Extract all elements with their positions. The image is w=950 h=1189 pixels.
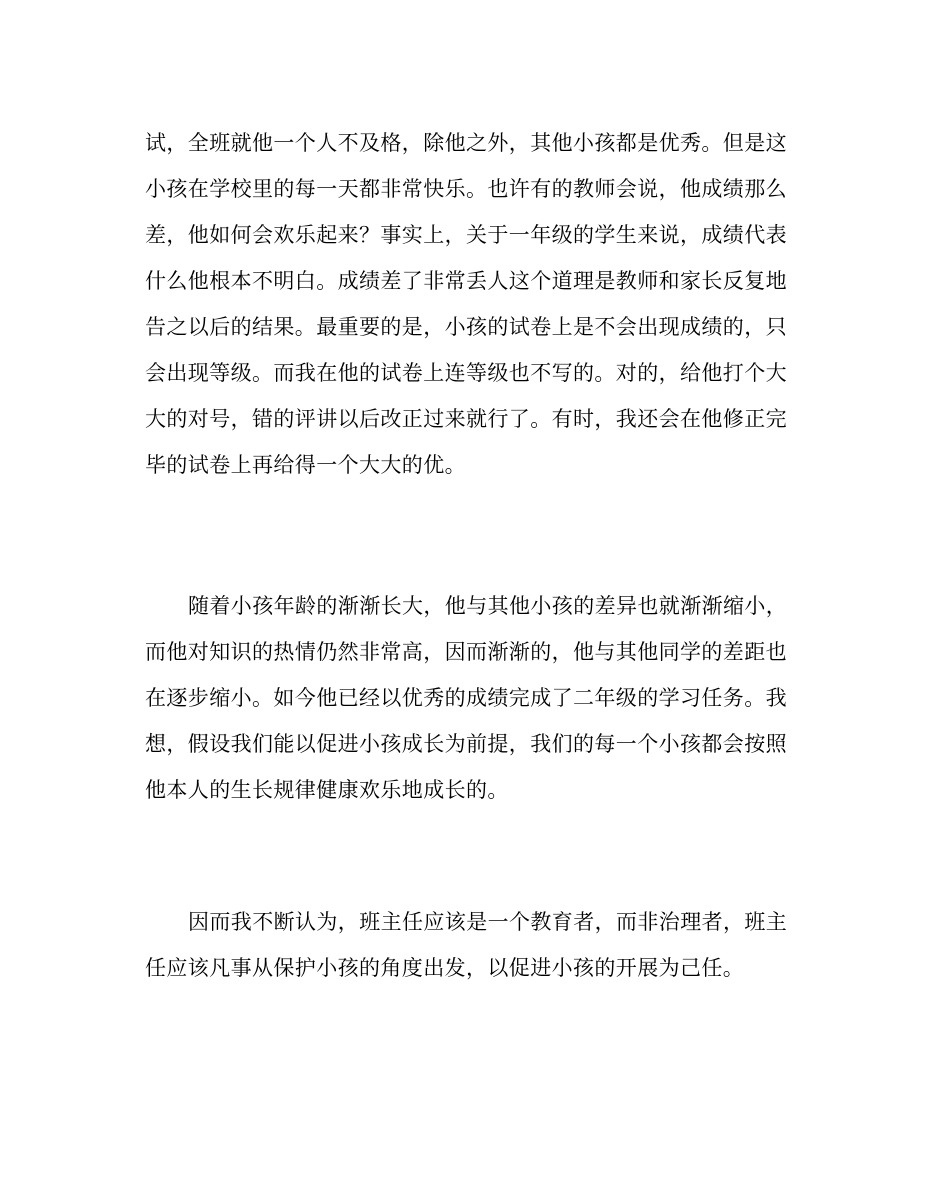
text-line: 任应该凡事从保护小孩的角度出发，以促进小孩的开展为己任。	[145, 956, 745, 980]
text-line: 随着小孩年龄的渐渐长大，他与其他小孩的差异也就渐渐缩小，	[188, 594, 788, 618]
text-line: 毕的试卷上再给得一个大大的优。	[145, 453, 466, 477]
text-line: 他本人的生长规律健康欢乐地成长的。	[145, 778, 509, 802]
text-line: 试，全班就他一个人不及格，除他之外，其他小孩都是优秀。但是这	[145, 131, 787, 155]
text-line: 小孩在学校里的每一天都非常快乐。也许有的教师会说，他成绩那么	[145, 177, 787, 201]
text-line: 会出现等级。而我在他的试卷上连等级也不写的。对的，给他打个大	[145, 361, 787, 385]
text-line: 因而我不断认为，班主任应该是一个教育者，而非治理者，班主	[188, 910, 788, 934]
text-line: 在逐步缩小。如今他已经以优秀的成绩完成了二年级的学习任务。我	[145, 686, 787, 710]
text-line: 而他对知识的热情仍然非常高，因而渐渐的，他与其他同学的差距也	[145, 640, 787, 664]
text-line: 告之以后的结果。最重要的是，小孩的试卷上是不会出现成绩的，只	[145, 315, 787, 339]
text-line: 大的对号，错的评讲以后改正过来就行了。有时，我还会在他修正完	[145, 407, 787, 431]
text-line: 差，他如何会欢乐起来？事实上，关于一年级的学生来说，成绩代表	[145, 223, 787, 247]
text-line: 什么他根本不明白。成绩差了非常丢人这个道理是教师和家长反复地	[145, 269, 787, 293]
text-line: 想，假设我们能以促进小孩成长为前提，我们的每一个小孩都会按照	[145, 732, 787, 756]
